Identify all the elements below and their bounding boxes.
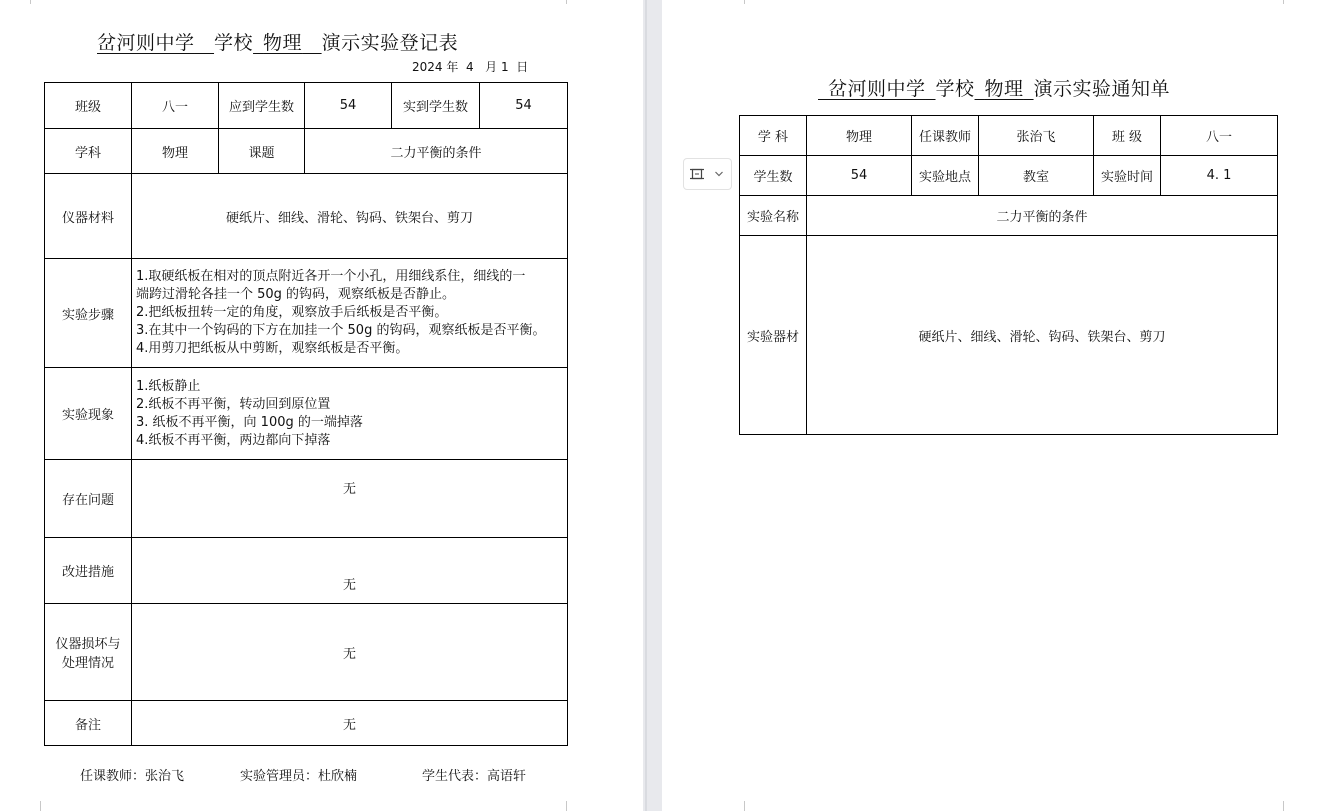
remarks-label: 备注 xyxy=(45,701,132,746)
notice-exp-name-value[interactable]: 二力平衡的条件 xyxy=(807,196,1278,236)
phenomenon-line: 1.纸板静止 xyxy=(136,378,201,394)
phenomenon-line: 4.纸板不再平衡，两边都向下掉落 xyxy=(136,432,331,448)
register-title xyxy=(97,28,458,55)
notice-title-subject: 物理 xyxy=(984,78,1024,100)
notice-teacher-label: 任课教师 xyxy=(912,116,979,156)
page-right xyxy=(662,0,1331,811)
chevron-down-icon-svg xyxy=(714,170,724,178)
date-year: 2024 xyxy=(412,60,443,74)
register-date xyxy=(412,58,528,75)
subject-label: 学科 xyxy=(45,129,132,174)
notice-teacher-value[interactable]: 张治飞 xyxy=(979,116,1094,156)
register-table xyxy=(44,82,568,746)
step-line: 4.用剪刀把纸板从中剪断，观察纸板是否平衡。 xyxy=(136,341,409,356)
footer-teacher: 任课教师：张治飞 xyxy=(80,769,185,784)
title-subject-wrap xyxy=(253,32,322,54)
notice-class-value[interactable]: 八一 xyxy=(1161,116,1278,156)
actual-students-label: 实到学生数 xyxy=(392,83,480,129)
notice-student-count-label: 学生数 xyxy=(740,156,807,196)
gutter-line xyxy=(645,0,647,811)
page-gutter xyxy=(643,0,662,811)
footer-student-rep: 学生代表：高语轩 xyxy=(422,769,527,784)
notice-student-count-value[interactable]: 54 xyxy=(807,156,912,196)
notice-location-value[interactable]: 教室 xyxy=(979,156,1094,196)
notice-subject-value[interactable]: 物理 xyxy=(807,116,912,156)
notice-location-label: 实验地点 xyxy=(912,156,979,196)
title-school-word: 学校 xyxy=(214,32,254,54)
title-subject: 物理 xyxy=(263,32,303,54)
steps-label: 实验步骤 xyxy=(45,259,132,368)
phenomenon-line: 3. 纸板不再平衡，向 100g 的一端掉落 xyxy=(136,414,363,430)
corner-mark xyxy=(20,0,31,4)
phenomena-value[interactable] xyxy=(132,368,568,460)
improvements-label: 改进措施 xyxy=(45,538,132,604)
phenomena-label: 实验现象 xyxy=(45,368,132,460)
step-line: 端跨过滑轮各挂一个 50g 的钩码，观察纸板是否静止。 xyxy=(136,287,456,302)
expected-students-label: 应到学生数 xyxy=(219,83,305,129)
footer-admin: 实验管理员：杜欣楠 xyxy=(240,769,358,784)
date-year-unit: 年 xyxy=(446,60,459,74)
table-anchor-widget[interactable] xyxy=(683,158,732,190)
corner-mark xyxy=(1283,801,1294,811)
class-value[interactable]: 八一 xyxy=(132,83,219,129)
damage-label-line1: 仪器损坏与 xyxy=(55,637,121,652)
corner-mark xyxy=(566,801,577,811)
steps-value[interactable] xyxy=(132,259,568,368)
corner-mark xyxy=(566,0,577,4)
step-line: 3.在其中一个钩码的下方在加挂一个 50g 的钩码，观察纸板是否平衡。 xyxy=(136,323,546,338)
notice-title-subject-wrap xyxy=(975,78,1034,100)
table-anchor-icon-svg xyxy=(689,166,705,182)
date-month-unit: 月 xyxy=(485,60,498,74)
damage-value[interactable]: 无 xyxy=(132,604,568,701)
corner-mark xyxy=(734,801,745,811)
notice-title xyxy=(818,74,1170,101)
notice-subject-label: 学 科 xyxy=(740,116,807,156)
corner-mark xyxy=(1283,0,1294,4)
notice-title-school-word: 学校 xyxy=(935,78,975,100)
notice-time-label: 实验时间 xyxy=(1094,156,1161,196)
title-form-name: 演示实验登记表 xyxy=(321,32,459,54)
table-anchor-icon[interactable] xyxy=(684,160,710,188)
notice-table xyxy=(739,115,1278,435)
date-day: 1 xyxy=(500,60,509,74)
notice-exp-name-label: 实验名称 xyxy=(740,196,807,236)
phenomenon-line: 2.纸板不再平衡，转动回到原位置 xyxy=(136,396,331,412)
topic-label: 课题 xyxy=(219,129,305,174)
corner-mark xyxy=(734,0,745,4)
improvements-value[interactable]: 无 xyxy=(132,538,568,604)
materials-value[interactable]: 硬纸片、细线、滑轮、钩码、铁架台、剪刀 xyxy=(132,174,568,259)
notice-materials-value[interactable]: 硬纸片、细线、滑轮、钩码、铁架台、剪刀 xyxy=(807,236,1278,435)
notice-materials-label: 实验器材 xyxy=(740,236,807,435)
notice-class-label: 班 级 xyxy=(1094,116,1161,156)
actual-students-value[interactable]: 54 xyxy=(480,83,568,129)
step-line: 1.取硬纸板在相对的顶点附近各开一个小孔，用细线系住，细线的一 xyxy=(136,269,526,284)
title-school: 岔河则中学 xyxy=(97,32,195,54)
notice-title-school: 岔河则中学 xyxy=(828,78,926,100)
notice-title-form-name: 演示实验通知单 xyxy=(1033,78,1171,100)
step-line: 2.把纸板扭转一定的角度，观察放手后纸板是否平衡。 xyxy=(136,305,448,320)
corner-mark xyxy=(30,801,41,811)
damage-label-line2: 处理情况 xyxy=(61,656,114,671)
problems-label: 存在问题 xyxy=(45,460,132,538)
topic-value[interactable]: 二力平衡的条件 xyxy=(305,129,568,174)
page-left xyxy=(0,0,643,811)
remarks-value[interactable]: 无 xyxy=(132,701,568,746)
notice-time-value[interactable]: 4. 1 xyxy=(1161,156,1278,196)
damage-label xyxy=(45,604,132,701)
chevron-down-icon[interactable] xyxy=(710,160,728,188)
class-label: 班级 xyxy=(45,83,132,129)
subject-value[interactable]: 物理 xyxy=(132,129,219,174)
materials-label: 仪器材料 xyxy=(45,174,132,259)
notice-title-school-wrap xyxy=(818,78,936,100)
expected-students-value[interactable]: 54 xyxy=(305,83,392,129)
date-day-unit: 日 xyxy=(516,60,529,74)
title-blank xyxy=(195,32,215,54)
problems-value[interactable]: 无 xyxy=(132,460,568,538)
date-month: 4 xyxy=(466,60,474,74)
